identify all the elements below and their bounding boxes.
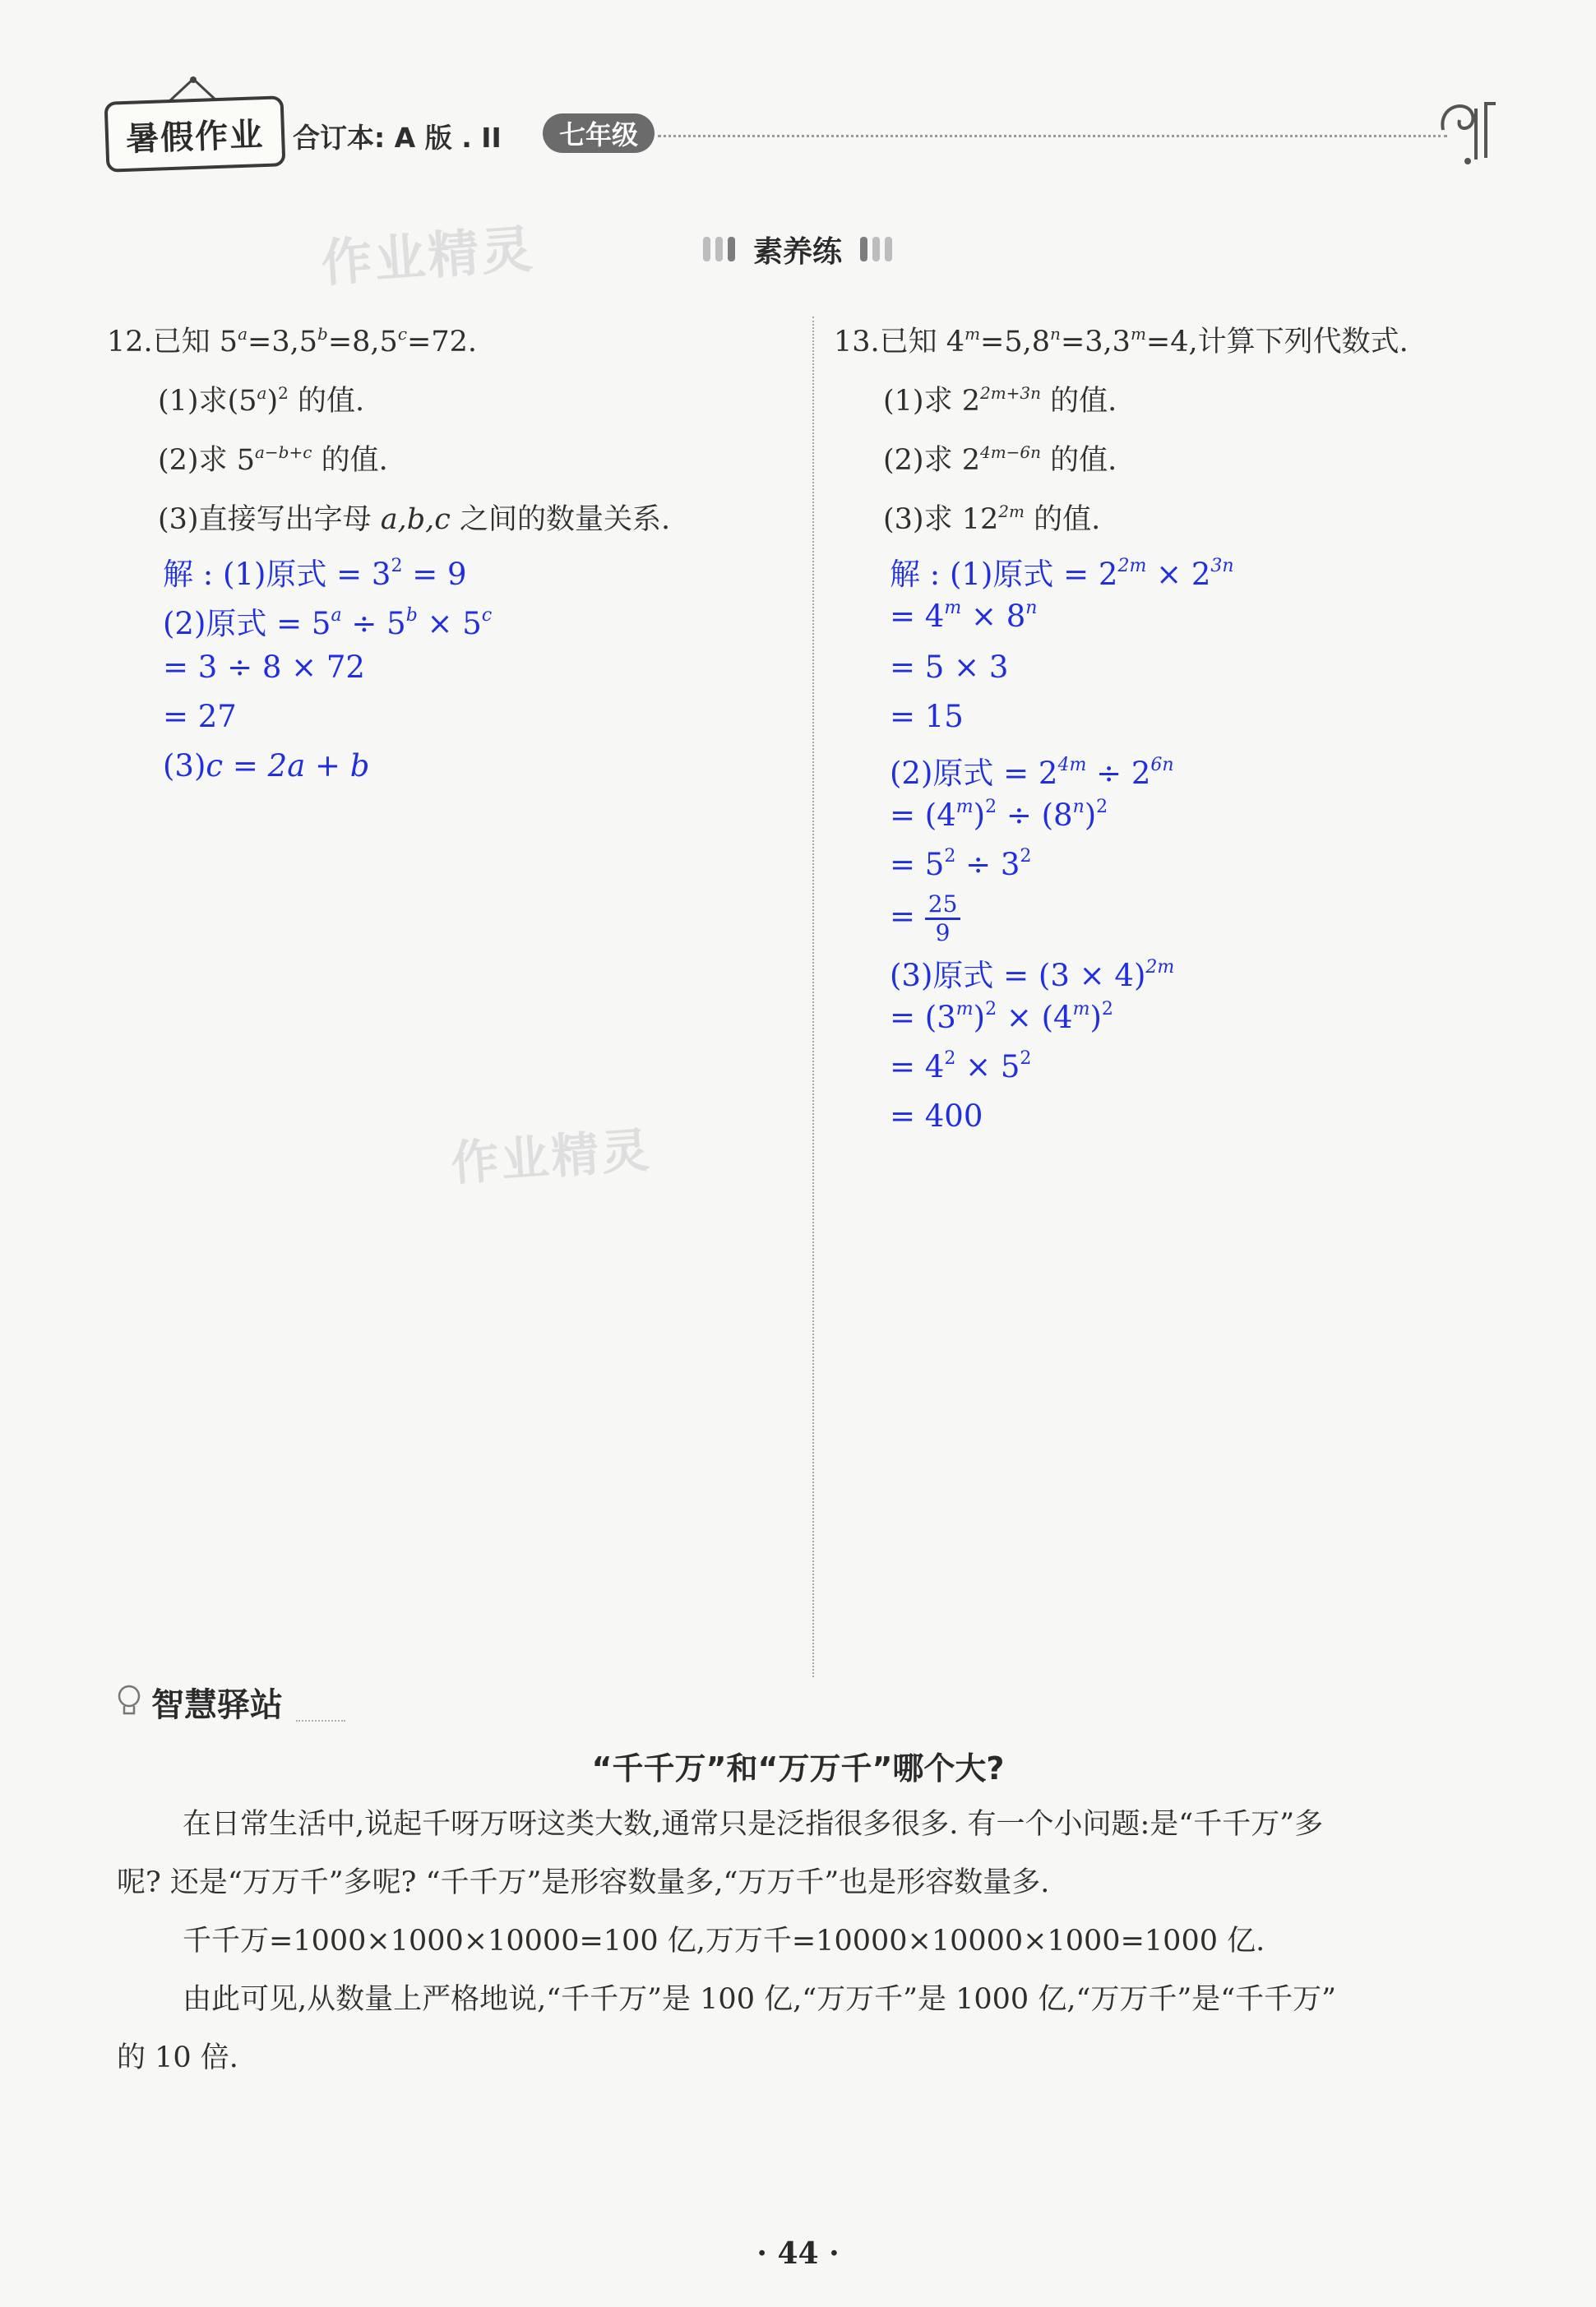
q12-part3: (3)直接写出字母 a,b,c 之间的数量关系.	[158, 503, 671, 536]
page-number: · 44 ·	[756, 2236, 840, 2271]
section-deco-left-icon	[703, 237, 735, 261]
lightbulb-icon	[115, 1684, 143, 1720]
section-title	[674, 229, 921, 270]
q13-answer-line: (3)原式 = $(3 \times 4)^{2m}$	[890, 957, 1175, 993]
q12-answer-line: (2)原式 = $5^a \div 5^b \times 5^c$	[163, 605, 493, 641]
edition-label: 合订本: A 版 . II	[293, 122, 502, 154]
story-line: 千千万=1000×1000×10000=100 亿,万万千=10000×10000×1000=1000 亿.	[183, 1925, 1265, 1958]
q13-answer-line: 解 : (1)原式 = $2^{2m} \times 2^{3n}$	[890, 556, 1234, 592]
story-title: “千千万”和“万万千”哪个大?	[591, 1750, 1005, 1787]
q13-part3: (3)求 $12^{2m}$ 的值.	[883, 502, 1101, 536]
q13-answer-line: = 5 × 3	[890, 650, 1009, 685]
story-line: 由此可见,从数量上严格地说,“千千万”是 100 亿,“万万千”是 1000 亿,“万万千”是“千千万”	[183, 1983, 1337, 2016]
logo	[104, 95, 286, 173]
story-line: 在日常生活中,说起千呀万呀这类大数,通常只是泛指很多很多. 有一个小问题:是“千千万”多	[183, 1808, 1324, 1841]
section-title-text: 素养练	[752, 234, 842, 269]
grade-badge-text: 七年级	[559, 119, 639, 150]
wisdom-heading-text: 智慧驿站	[151, 1685, 283, 1724]
q13-answer-line: = 15	[890, 699, 964, 734]
q12-answer-line: 解 : (1)原式 = $3^2 = 9$	[163, 556, 467, 592]
story-line: 呢? 还是“万万千”多呢? “千千万”是形容数量多,“万万千”也是形容数量多.	[117, 1866, 1050, 1899]
q13-answer-line: = $(4^m)^2 \div (8^n)^2$	[890, 797, 1108, 833]
q12-answer-line: (3)c = 2a + b	[163, 748, 370, 784]
fraction: $\frac{25}{9}$	[925, 893, 961, 945]
wisdom-heading	[115, 1677, 283, 1727]
watermark: 作业精灵	[319, 219, 537, 294]
q13-answer-line: = $\frac{25}{9}$	[890, 893, 960, 945]
q13-answer-line: = $4^m \times 8^n$	[890, 598, 1038, 634]
watermark: 作业精灵	[449, 1121, 654, 1192]
q13-answer-line: = $4^2 \times 5^2$	[890, 1048, 1032, 1084]
q13-stem: 13.已知 $4^m=5,8^n=3,3^m=4$,计算下列代数式.	[834, 324, 1409, 358]
q12-part1: (1)求$(5^a)^2$ 的值.	[158, 383, 365, 418]
story-body	[117, 1796, 1531, 2087]
grade-badge	[543, 113, 655, 153]
story-line: 的 10 倍.	[117, 2041, 238, 2074]
q12-stem: 12.已知 $5^a=3,5^b=8,5^c=72$.	[107, 324, 478, 358]
q13-answer-line: = 400	[890, 1098, 983, 1134]
q12-part2: (2)求 $5^{a-b+c}$ 的值.	[158, 442, 388, 477]
q12-answer-line: = 3 ÷ 8 × 72	[163, 650, 365, 685]
q13-part2: (2)求 $2^{4m-6n}$ 的值.	[883, 442, 1117, 477]
q13-answer-line: = $5^2 \div 3^2$	[890, 846, 1032, 882]
column-divider	[812, 317, 814, 1677]
wisdom-rule	[296, 1720, 345, 1722]
logo-text: 暑假作业	[125, 115, 265, 159]
q12-answer-line: = 27	[163, 699, 237, 734]
q13-part1: (1)求 $2^{2m+3n}$ 的值.	[883, 383, 1117, 418]
section-deco-right-icon	[860, 237, 892, 261]
decorative-swirl-icon	[1435, 97, 1501, 166]
header-rule	[658, 135, 1447, 137]
q13-answer-line: = $(3^m)^2 \times (4^m)^2$	[890, 999, 1113, 1035]
q13-answer-line: (2)原式 = $2^{4m} \div 2^{6n}$	[890, 755, 1174, 791]
